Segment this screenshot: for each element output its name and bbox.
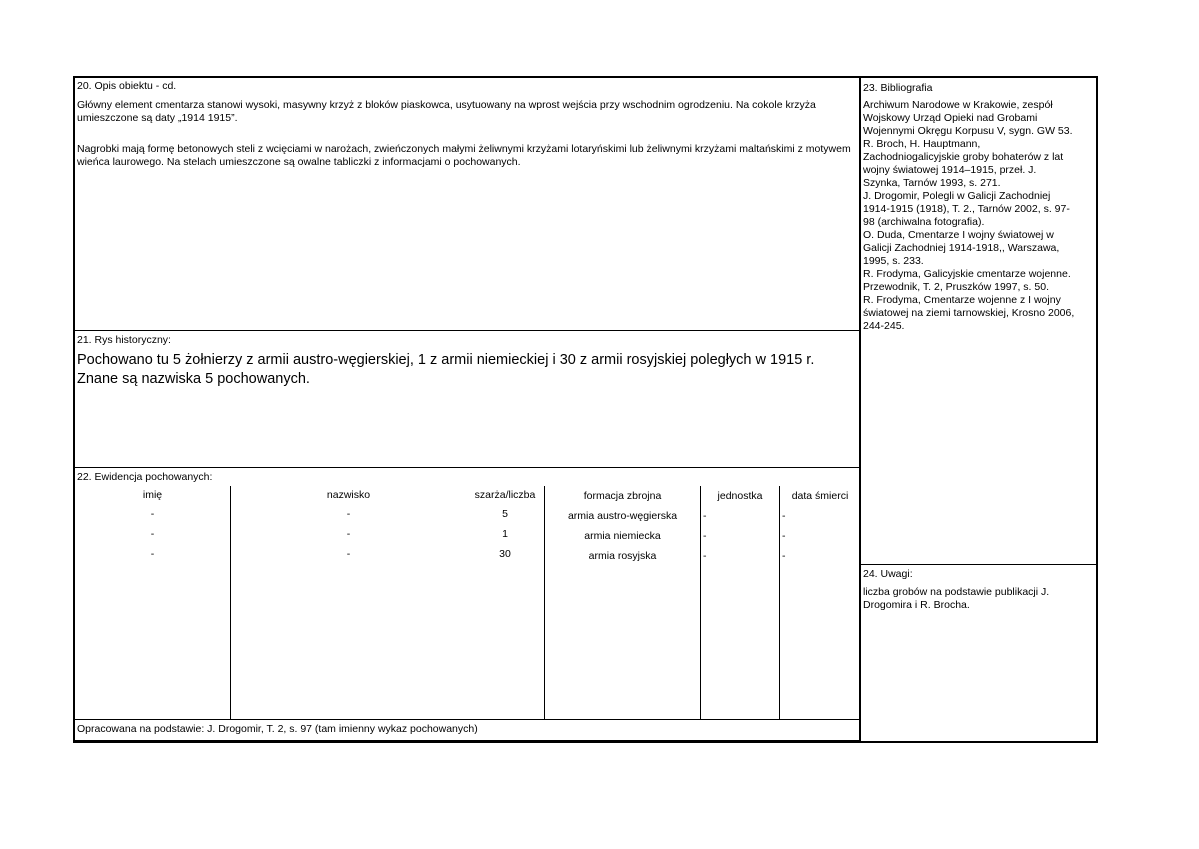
- frame-bottom-right: [859, 741, 1098, 743]
- divider-21-22: [73, 467, 861, 468]
- table-cell-data: -: [782, 530, 786, 542]
- table-cell-imie: -: [150, 548, 155, 560]
- remarks-line: liczba grobów na podstawie publikacji J.: [863, 586, 1050, 598]
- section-21-title: 21. Rys historyczny:: [77, 334, 171, 346]
- bibliography-line: 244-245.: [863, 320, 905, 332]
- remarks-line: Drogomira i R. Brocha.: [863, 599, 970, 611]
- section-24-title: 24. Uwagi:: [863, 568, 913, 580]
- frame-bottom-left: [73, 740, 861, 743]
- remarks-text: [863, 586, 1095, 612]
- table-header-imie: imię: [142, 489, 163, 501]
- divider-23-24: [859, 564, 1098, 565]
- bibliography-line: Wojennymi Okręgu Korpusu V, sygn. GW 53.: [863, 125, 1073, 137]
- table-cell-jednostka: -: [703, 550, 707, 562]
- table-cell-formacja: armia austro-węgierska: [567, 510, 678, 522]
- section-20-paragraph-1: Główny element cmentarza stanowi wysoki, masywny krzyż z bloków piaskowca, usytuowany na wprost wejścia przy wschodnim ogrodzeniu. Na cokole krzyża umieszczone są daty „1914 1915”.: [77, 99, 819, 124]
- bibliography-line: światowej na ziemi tarnowskiej, Krosno 2006,: [863, 307, 1075, 319]
- table-footer-source: Opracowana na podstawie: J. Drogomir, T. 2, s. 97 (tam imienny wykaz pochowanych): [77, 723, 478, 735]
- bibliography-line: R. Frodyma, Cmentarze wojenne z I wojny: [863, 294, 1061, 306]
- table-cell-imie: -: [150, 508, 155, 520]
- bibliography-line: Galicji Zachodniej 1914-1918,, Warszawa,: [863, 242, 1060, 254]
- table-header-nazwisko: nazwisko: [326, 489, 371, 501]
- table-col-sep-4: [779, 486, 780, 720]
- table-cell-nazwisko: -: [346, 508, 351, 520]
- bibliography-list: [863, 99, 1095, 333]
- divider-20-21: [73, 330, 861, 331]
- frame-right: [1096, 76, 1098, 743]
- bibliography-line: O. Duda, Cmentarze I wojny światowej w: [863, 229, 1054, 241]
- table-cell-jednostka: -: [703, 530, 707, 542]
- bibliography-line: R. Frodyma, Galicyjskie cmentarze wojenne.: [863, 268, 1071, 280]
- bibliography-line: Archiwum Narodowe w Krakowie, zespół: [863, 99, 1053, 111]
- frame-top: [73, 76, 1098, 78]
- table-header-szarza: szarża/liczba: [474, 489, 536, 501]
- bibliography-line: Szynka, Tarnów 1993, s. 271.: [863, 177, 1001, 189]
- table-cell-szarza: 5: [502, 508, 508, 520]
- table-cell-nazwisko: -: [346, 548, 351, 560]
- bibliography-line: Przewodnik, T. 2, Pruszków 1997, s. 50.: [863, 281, 1049, 293]
- table-header-formacja: formacja zbrojna: [583, 490, 662, 502]
- section-20-paragraph-2: Nagrobki mają formę betonowych steli z wcięciami w narożach, zwieńczonych małymi żeliwnymi krzyżami lotaryńskimi lub żeliwnymi krzyżami maltańskimi z motywem wieńca laurowego. Na stelach umieszczone są owalne tabliczki z informacjami o pochowanych.: [77, 143, 854, 168]
- column-divider: [859, 76, 861, 743]
- section-21-text: Pochowano tu 5 żołnierzy z armii austro-węgierskiej, 1 z armii niemieckiej i 30 z armii rosyjskiej poległych w 1915 r. Znane są nazwiska 5 pochowanych.: [77, 352, 819, 387]
- bibliography-line: 98 (archiwalna fotografia).: [863, 216, 985, 228]
- bibliography-line: J. Drogomir, Polegli w Galicji Zachodniej: [863, 190, 1051, 202]
- table-col-sep-3: [700, 486, 701, 720]
- table-cell-data: -: [782, 550, 786, 562]
- section-22-title: 22. Ewidencja pochowanych:: [77, 471, 213, 483]
- table-header-data: data śmierci: [791, 490, 849, 502]
- bibliography-line: Wojskowy Urząd Opieki nad Grobami: [863, 112, 1038, 124]
- table-cell-imie: -: [150, 528, 155, 540]
- table-cell-formacja: armia niemiecka: [584, 530, 661, 542]
- bibliography-line: R. Broch, H. Hauptmann,: [863, 138, 981, 150]
- bibliography-line: 1995, s. 233.: [863, 255, 924, 267]
- table-cell-data: -: [782, 510, 786, 522]
- table-cell-jednostka: -: [703, 510, 707, 522]
- bibliography-line: 1914-1915 (1918), T. 2., Tarnów 2002, s. 97-: [863, 203, 1070, 215]
- table-cell-nazwisko: -: [346, 528, 351, 540]
- divider-table-footer: [73, 719, 861, 720]
- table-col-sep-1: [230, 486, 231, 720]
- bibliography-line: Zachodniogalicyjskie groby bohaterów z lat: [863, 151, 1064, 163]
- section-23-title: 23. Bibliografia: [863, 82, 933, 94]
- bibliography-line: wojny światowej 1914–1915, przeł. J.: [863, 164, 1037, 176]
- table-cell-formacja: armia rosyjska: [588, 550, 657, 562]
- section-20-title: 20. Opis obiektu - cd.: [77, 80, 177, 92]
- table-cell-szarza: 1: [502, 528, 508, 540]
- table-cell-szarza: 30: [499, 548, 511, 560]
- table-header-jednostka: jednostka: [717, 490, 763, 502]
- frame-left: [73, 76, 75, 743]
